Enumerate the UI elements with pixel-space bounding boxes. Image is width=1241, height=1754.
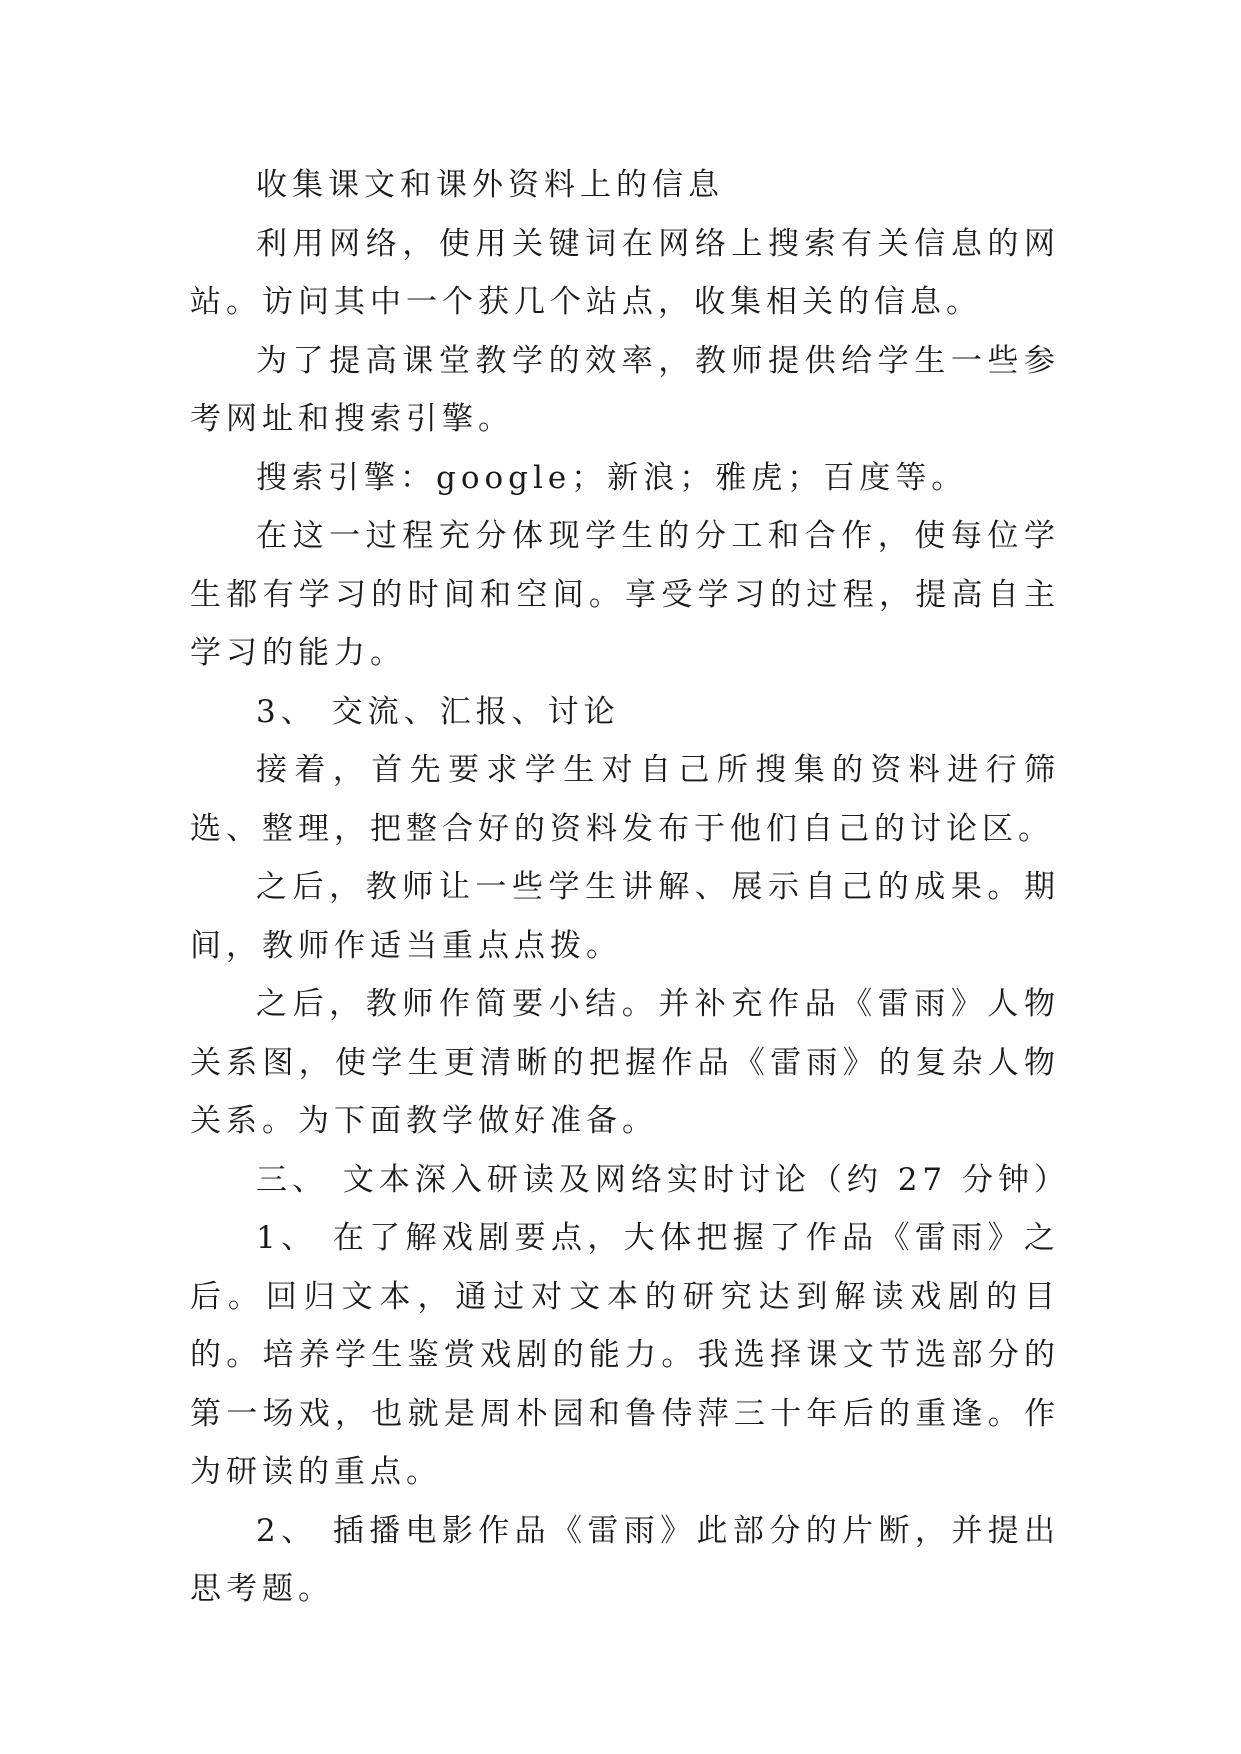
paragraph-search-engines: 搜索引擎：google；新浪；雅虎；百度等。 bbox=[256, 459, 968, 496]
heading-section-three: 三、 文本深入研读及网络实时讨论（约 27 分钟） bbox=[256, 1161, 1071, 1198]
paragraph-filter-materials: 接着，首先要求学生对自己所搜集的资料进行筛选、整理，把整合好的资料发布于他们自己的讨论区。 bbox=[190, 752, 1060, 847]
paragraph-collect-info: 收集课文和课外资料上的信息 bbox=[256, 167, 724, 203]
paragraph-web-search: 利用网络，使用关键词在网络上搜索有关信息的网站。访问其中一个获几个站点，收集相关的信息。 bbox=[190, 225, 1060, 320]
paragraph-teacher-links: 为了提高课堂教学的效率，教师提供给学生一些参考网址和搜索引擎。 bbox=[190, 342, 1060, 437]
paragraph-teacher-summary: 之后，教师作简要小结。并补充作品《雷雨》人物关系图，使学生更清晰的把握作品《雷雨》的复杂人物关系。为下面教学做好准备。 bbox=[190, 986, 1060, 1139]
document-body bbox=[190, 156, 1071, 1619]
paragraph-close-reading: 1、 在了解戏剧要点，大体把握了作品《雷雨》之后。回归文本，通过对文本的研究达到解读戏剧的目的。培养学生鉴赏戏剧的能力。我选择课文节选部分的第一场戏，也就是周朴园和鲁侍萍三十年后的重逢。作为研读的重点。 bbox=[190, 1220, 1060, 1490]
paragraph-cooperation: 在这一过程充分体现学生的分工和合作，使每位学生都有学习的时间和空间。享受学习的过程，提高自主学习的能力。 bbox=[190, 518, 1060, 671]
paragraph-film-clip: 2、 插播电影作品《雷雨》此部分的片断，并提出思考题。 bbox=[190, 1512, 1060, 1607]
heading-exchange-report: 3、 交流、汇报、讨论 bbox=[256, 693, 620, 730]
paragraph-students-present: 之后，教师让一些学生讲解、展示自己的成果。期间，教师作适当重点点拨。 bbox=[190, 869, 1060, 964]
